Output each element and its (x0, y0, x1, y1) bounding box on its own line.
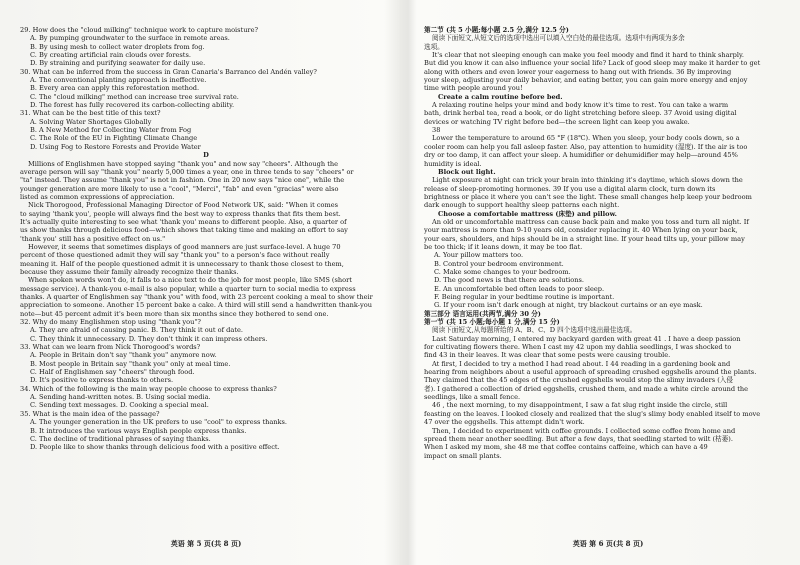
text-line: B. A New Method for Collecting Water from Fog (30, 126, 192, 135)
text-line: A relaxing routine helps your mind and body know it's time to rest. You can take a warm (432, 101, 729, 110)
text-line: Millions of Englishmen have stopped saying "thank you" and now say "cheers". Although the (28, 159, 339, 168)
text-line: bath, drink herbal tea, read a book, or do light stretching before sleep. 37 Avoid using digital (424, 109, 737, 118)
text-line: 47 over the eggshells. This attempt didn't work. (424, 418, 585, 427)
text-line: 35. What is the main idea of the passage? (20, 409, 160, 418)
text-line: 'thank you' still has a positive effect on us." (20, 234, 166, 243)
text-line: 38 (432, 126, 441, 135)
text-line: But did you know it can also influence your social life? Lack of good sleep may make it harder to get (424, 59, 761, 68)
text-line: They claimed that the 45 edges of the crushed eggshells would stop the slimy invaders (入侵 (424, 376, 733, 385)
text-line: feasting on the leaves. I looked closely and realized that the slug's slimy body enabled itself to move (424, 409, 761, 418)
text-line: "ta" instead. They assume "thank you" is not in fashion. One in 20 now says "nice one", while the (20, 176, 345, 185)
text-line: release of sleep-promoting hormones. 39 If you use a digital alarm clock, turn down its (424, 184, 716, 193)
text-line: At first, I decided to try a method I had read about. I 44 reading in a gardening book and (432, 359, 731, 368)
text-line: D. People like to show thanks through delicious food with a positive effect. (30, 443, 280, 452)
text-line: time with people around you! (424, 84, 523, 93)
text-line: C. Half of Englishmen say "cheers" through food. (30, 368, 195, 377)
text-line: B. Most people in Britain say "thank you" only at meal time. (30, 359, 231, 368)
text-line: thanks. A quarter of Englishmen say "thank you" with food, with 23 percent cooking a meal to show their (20, 293, 373, 301)
text-line: for cultivating flowers there. When I cast my 42 upon my dahlia seedlings, I was shocked to (424, 343, 732, 352)
text-line: D. The good news is that there are solutions. (434, 276, 584, 285)
text-line: It's clear that not sleeping enough can make you feel moody and find it hard to think sharply. (432, 51, 744, 60)
text-line: younger generation are more likely to use a "cool", "Merci", "fab" and even "gracias" were also (20, 184, 339, 193)
text-line: 选项。 (424, 42, 444, 51)
text-line: B. Control your bedroom environment. (434, 259, 564, 268)
text-line: G. If your room isn't dark enough at night, try blackout curtains or an eye mask. (434, 301, 703, 310)
text-line: Block out light. (438, 167, 496, 176)
text-line: find 43 in their leaves. It was clear that some pests were causing trouble. (424, 351, 671, 360)
text-line: 29. How does the "cloud milking" technique work to capture moisture? (20, 26, 259, 34)
text-line: Create a calm routine before bed. (438, 92, 563, 101)
text-line: hearing from neighbors about a useful approach of spreading crushed eggshells around the plants. (424, 368, 757, 377)
text-line: 30. What can be inferred from the success in Gran Canaria's Barranco del Andén valley? (20, 67, 317, 76)
text-line: impact on small plants. (424, 451, 502, 460)
text-line: 31. What can be the best title of this text? (20, 109, 161, 118)
text-line: D. By straining and purifying seawater for daily use. (30, 59, 206, 68)
text-line: Light exposure at night can trick your brain into thinking it's daytime, which slows down the (432, 176, 743, 185)
text-line: A. People in Britain don't say "thank you" anymore now. (30, 351, 217, 360)
text-line: spread them near another seedling. But after a few days, that seedling started to wilt (枯萎). (424, 434, 733, 443)
text-line: E. An uncomfortable bed often leads to poor sleep. (434, 284, 605, 293)
text-line: be too thick; if it leans down, it may be too flat. (424, 242, 583, 251)
right-page-text (424, 26, 792, 460)
text-line: A. The younger generation in the UK prefers to use "cool" to express thanks. (30, 418, 288, 427)
text-line: brightness or place it where you can't see the light. These small changes help keep your bedroom (424, 192, 752, 201)
text-line: 33. What can we learn from Nick Thorogood's words? (20, 343, 201, 352)
text-line: appreciation to someone. Another 15 percent bake a cake. A third will still send a handwritten thank-you (20, 301, 372, 310)
text-line: D. The forest has fully recovered its carbon-collecting ability. (30, 101, 235, 110)
text-line: D. It's positive to express thanks to others. (30, 376, 174, 385)
text-line: listed as common expressions of appreciation. (20, 192, 175, 201)
right-page (424, 0, 792, 565)
text-line: percent of those questioned admit they will say "thank you" to a person's face without really (20, 251, 330, 260)
text-line: 34. Which of the following is the main way people choose to express thanks? (20, 384, 277, 393)
text-line: meaning it. Half of the people questioned admit it is unnecessary to thank those closest to them, (20, 259, 344, 268)
text-line: along with others and even lower your eagerness to hang out with friends. 36 By improving (424, 67, 732, 76)
text-line: A. By pumping groundwater to the surface in remote areas. (30, 34, 230, 43)
text-line: 46 , the next morning, to my disappointment, I saw a fat slug right inside the circle, still (432, 401, 728, 410)
text-line: It's actually quite interesting to see what 'thank you' means to different people. Also, a quarter of (20, 217, 347, 226)
text-line: C. Sending text messages. D. Cooking a special meal. (30, 401, 209, 410)
text-line: seedlings, like a small fence. (424, 393, 521, 402)
text-line: your mattress is more than 9-10 years old, consider replacing it. 40 When lying on your back, (424, 226, 738, 235)
left-page-text (20, 26, 392, 452)
text-line: to saying 'thank you', people will always find the best way to express thanks that fits them best. (20, 209, 341, 218)
text-line: An old or uncomfortable mattress can cause back pain and make you toss and turn all night. If (432, 217, 749, 226)
text-line: B. By using mesh to collect water droplets from fog. (30, 42, 205, 51)
left-page (20, 0, 392, 565)
text-line: A. Solving Water Shortages Globally (30, 117, 152, 126)
text-line: 32. Why do many Englishmen stop using "thank you"? (20, 318, 201, 327)
text-line: C. The "cloud milking" method can increase tree survival rate. (30, 92, 239, 101)
text-line: A. Sending hand-written notes. B. Using social media. (30, 393, 211, 402)
text-line: 第二节 (共 5 小题;每小题 2.5 分,满分 12.5 分) (424, 26, 569, 34)
text-line: C. The decline of traditional phrases of saying thanks. (30, 434, 211, 443)
text-line: D. Using Fog to Restore Forests and Provide Water (30, 142, 201, 151)
text-line: C. The Role of the EU in Fighting Climate Change (30, 134, 198, 143)
text-line: When spoken words won't do, it falls to a nice text to do the job for most people, like SMS (short (28, 276, 352, 285)
text-line: dry or too damp, it can affect your sleep. A humidifier or dehumidifier may help—around 45% (424, 151, 738, 160)
text-line: average person will say "thank you" nearly 5,000 times a year, one in three tends to say "cheers" or (20, 167, 354, 176)
text-line: When I asked my mom, she 48 me that coffee contains caffeine, which can have a 49 (424, 443, 708, 452)
text-line: Lower the temperature to around 65 °F (18℃). When you sleep, your body cools down, so a (432, 134, 740, 143)
text-line: D (203, 151, 209, 160)
text-line: Then, I decided to experiment with coffee grounds. I collected some coffee from home and (432, 426, 736, 435)
text-line: dark enough to support healthy sleep patterns each night. (424, 201, 620, 210)
text-line: B. Every area can apply this reforestation method. (30, 84, 200, 93)
text-line: A. Your pillow matters too. (434, 251, 524, 260)
text-line: 者). I gathered a collection of dried eggshells, crushed them, and made a white circle around the (424, 384, 749, 393)
text-line: devices or watching TV right before bed—the screen light can keep you awake. (424, 117, 690, 126)
text-line: Nick Thorogood, Professional Managing Director of Food Network UK, said: "When it comes (28, 201, 339, 210)
text-line: Choose a comfortable mattress (床垫) and pillow. (438, 209, 617, 218)
text-line: 第一节 (共 15 小题;每小题 1 分,满分 15 分) (424, 318, 560, 327)
text-line: A. They are afraid of causing panic. B. They think it out of date. (30, 326, 243, 335)
text-line: However, it seems that sometimes displays of good manners are just surface-level. A huge 70 (28, 242, 341, 251)
text-line: C. Make some changes to your bedroom. (434, 267, 571, 276)
text-line: note—but 45 percent admit it's been more than six months since they bothered to send one. (20, 309, 329, 318)
text-line: 第三部分 语言运用(共两节,满分 30 分) (424, 309, 541, 318)
text-line: 阅读下面短文,从短文后的选项中选出可以填入空白处的最佳选项。选项中有两项为多余 (432, 34, 685, 43)
text-line: cooler room can help you fall asleep faster. Also, pay attention to humidity (湿度). If the air is too (424, 142, 748, 151)
page-gutter (399, 0, 417, 565)
text-line: F. Being regular in your bedtime routine is important. (434, 293, 615, 301)
left-page-footer: 英语 第 5 页(共 8 页) (170, 539, 242, 548)
text-line: C. By creating artificial rain clouds over forests. (30, 51, 191, 60)
text-line: C. They think it unnecessary. D. They don't think it can impress others. (30, 334, 268, 343)
text-line: B. It introduces the various ways English people express thanks. (30, 426, 247, 435)
text-line: A. The conventional planting approach is ineffective. (30, 76, 207, 85)
text-line: your ears, shoulders, and hips should be in a straight line. If your head tilts up, your pillow may (424, 234, 745, 243)
text-line: humidity is ideal. (424, 159, 482, 168)
text-line: because they assume their family already recognize their thanks. (20, 267, 239, 276)
text-line: 阅读下面短文,从每题所给的 A、B、C、D 四个选项中选出最佳选项。 (432, 326, 637, 335)
text-line: us show thanks through delicious food—which shows that taking time and making an effort to say (20, 226, 348, 235)
text-line: Last Saturday morning, I entered my backyard garden with great 41 . I have a deep passion (432, 334, 741, 343)
text-line: your sleep, adjusting your daily behavior, and eating better, you can gain more energy and enjoy (424, 76, 748, 85)
text-line: message service). A thank-you e-mail is also popular, while a quarter turn to social media to express (20, 284, 356, 293)
right-page-footer: 英语 第 6 页(共 8 页) (572, 539, 644, 548)
